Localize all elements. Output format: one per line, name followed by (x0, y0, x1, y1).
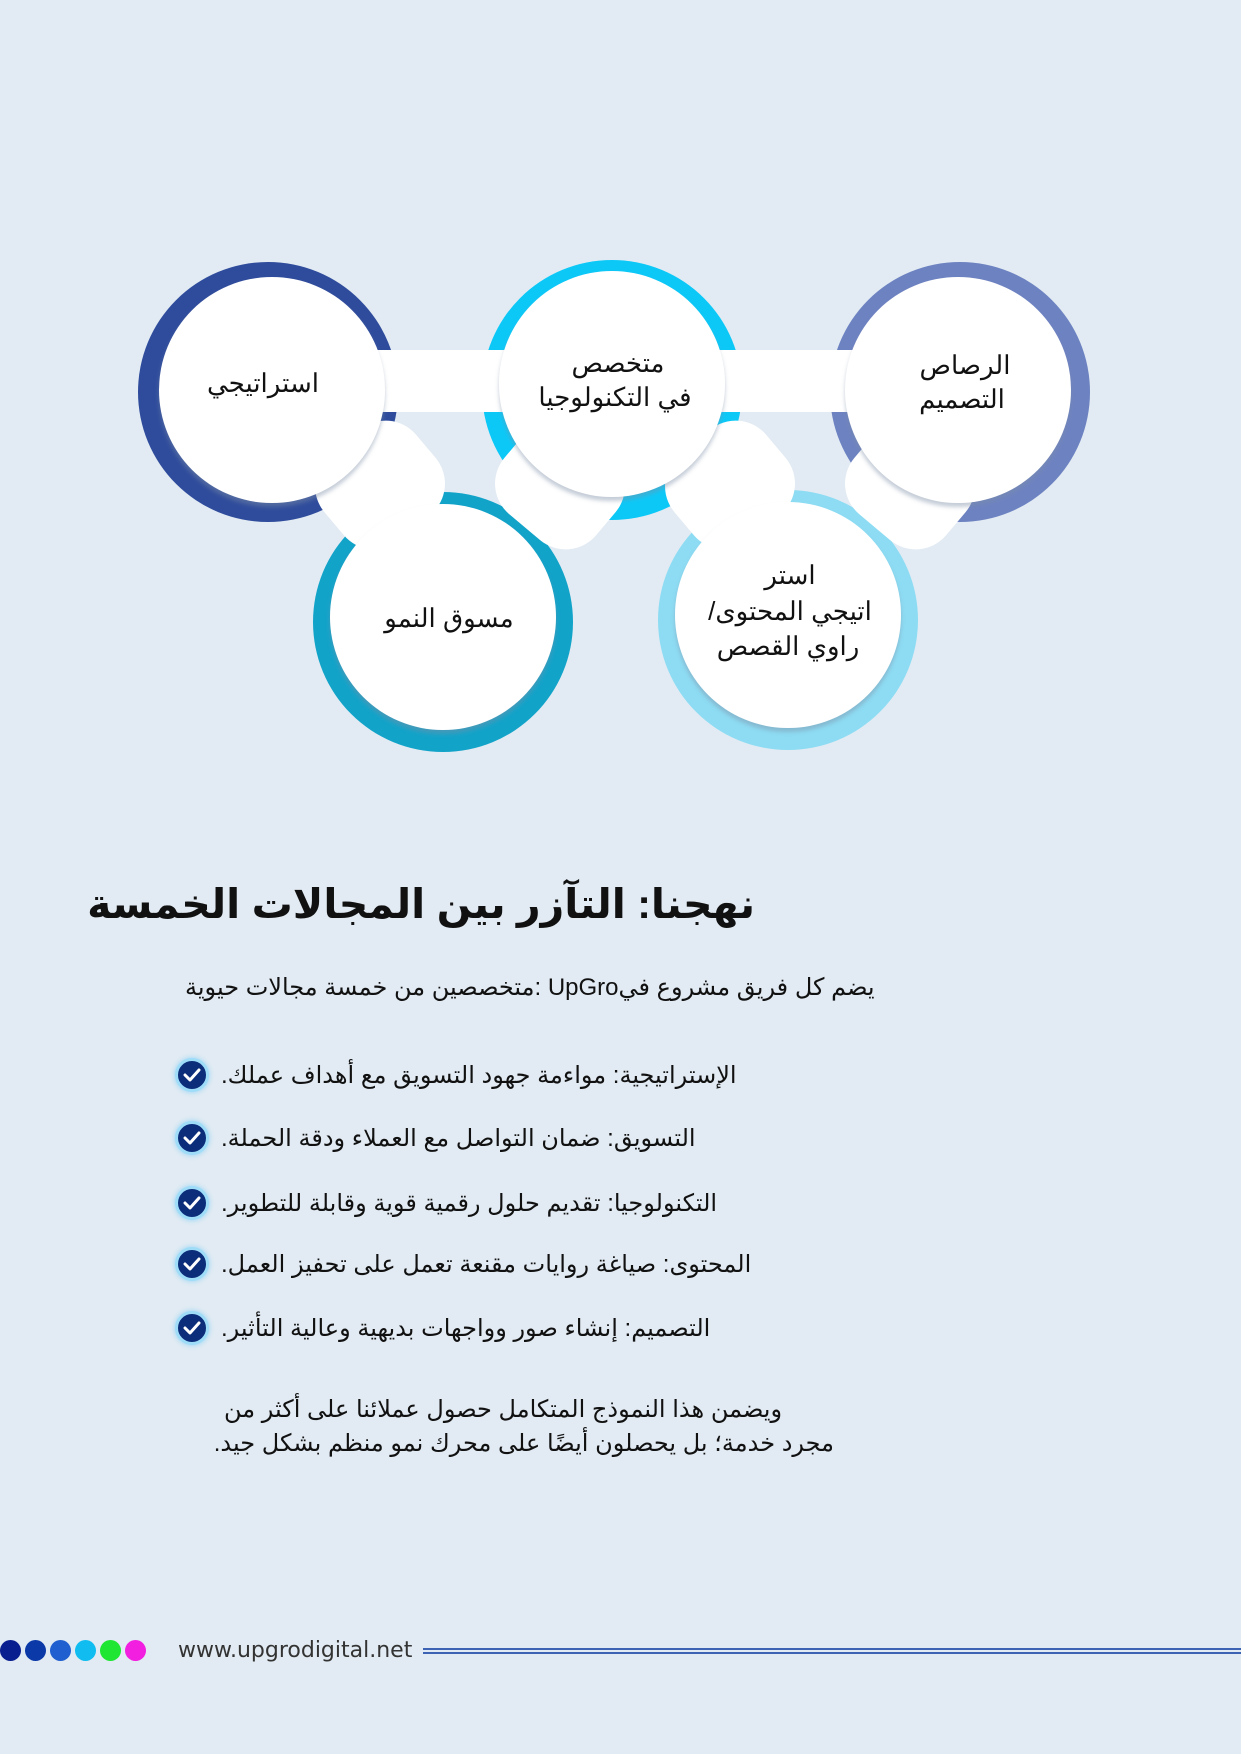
check-circle-icon (175, 1186, 209, 1220)
bullet-item (175, 1055, 737, 1095)
bullet-text: المحتوى: صياغة روايات مقنعة تعمل على تحفيز العمل. (221, 1250, 752, 1278)
footer-dot (125, 1640, 146, 1661)
intro-text: متخصصين من خمسة مجالات حيوية: UpGroيضم كل فريق مشروع في (185, 974, 875, 1001)
bullet-item (175, 1308, 710, 1348)
check-circle-icon (175, 1058, 209, 1092)
node-label-content-2: اتيجي المحتوى/ (708, 596, 872, 626)
check-circle-icon (175, 1121, 209, 1155)
bullet-item (175, 1118, 696, 1158)
closing-paragraph (213, 1393, 834, 1461)
footer-dot (100, 1640, 121, 1661)
node-label-content-3: راوي القصص (716, 631, 860, 661)
check-circle-icon (175, 1247, 209, 1281)
bullet-item (175, 1183, 717, 1223)
node-label-content-1: استر (764, 560, 816, 590)
five-domains-diagram (0, 0, 1241, 780)
section-heading: نهجنا: التآزر بين المجالات الخمسة (87, 881, 755, 927)
footer-dot (25, 1640, 46, 1661)
footer-divider (423, 1648, 1241, 1654)
footer-dots (0, 1640, 150, 1662)
node-label-strategist: استراتيجي (207, 368, 319, 398)
node-label-design-1: الرصاص (919, 350, 1011, 380)
node-label-tech-2: في التكنولوجيا (538, 382, 692, 412)
footer-dot (50, 1640, 71, 1661)
node-label-tech-1: متخصص (571, 348, 665, 378)
footer-dot (75, 1640, 96, 1661)
bullet-text: التصميم: إنشاء صور وواجهات بديهية وعالية التأثير. (221, 1314, 711, 1342)
bullet-text: التسويق: ضمان التواصل مع العملاء ودقة الحملة. (221, 1124, 696, 1152)
node-label-design-2: التصميم (919, 384, 1005, 414)
closing-line-2: مجرد خدمة؛ بل يحصلون أيضًا على محرك نمو منظم بشكل جيد. (213, 1430, 834, 1457)
footer-dot (0, 1640, 21, 1661)
footer-website-link[interactable]: www.upgrodigital.net (178, 1638, 413, 1663)
check-circle-icon (175, 1311, 209, 1345)
bullet-text: التكنولوجيا: تقديم حلول رقمية قوية وقابلة للتطوير. (221, 1189, 718, 1217)
closing-line-1: ويضمن هذا النموذج المتكامل حصول عملائنا على أكثر من (224, 1396, 783, 1423)
bullet-item (175, 1244, 751, 1284)
bullet-text: الإستراتيجية: مواءمة جهود التسويق مع أهداف عملك. (221, 1061, 737, 1089)
node-label-growth: مسوق النمو (384, 603, 514, 633)
